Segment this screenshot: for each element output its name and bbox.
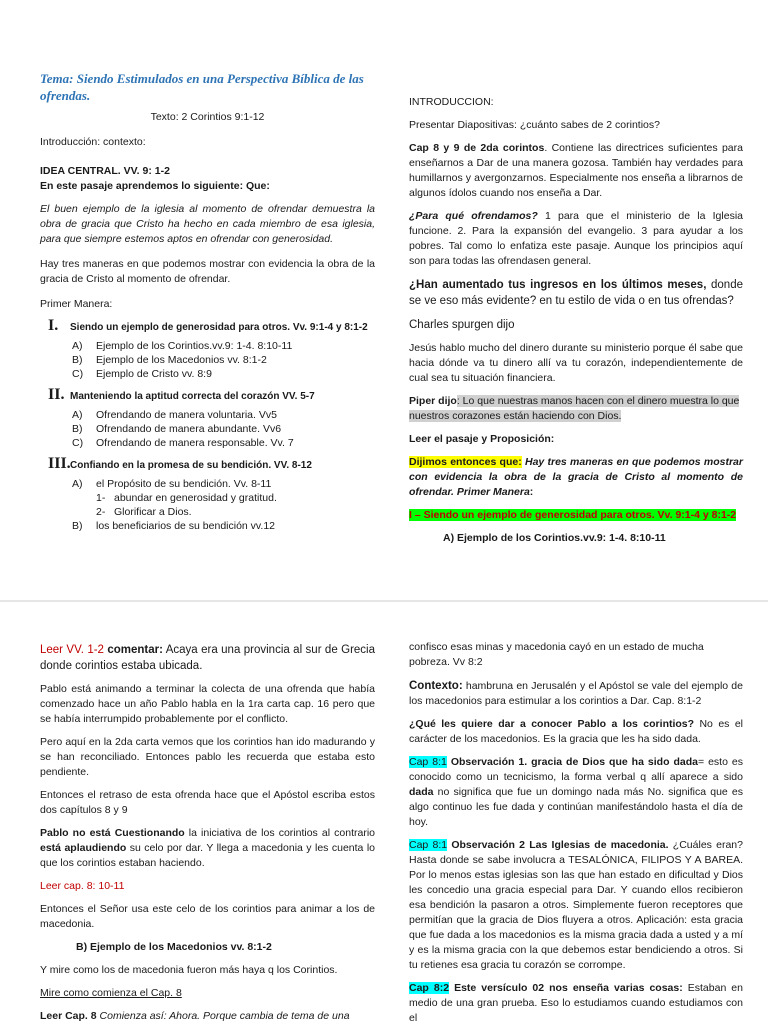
three-ways-paragraph: Hay tres maneras en que podemos mostrar con evidencia la obra de la gracia de Cristo al momento de ofrendar. bbox=[40, 258, 375, 285]
paul-paragraph-2: Pero aquí en la 2da carta vemos que los corintios han ido madurando y se han reconciliado. Entonces pablo les recuerda que estaba esto pendiente. bbox=[40, 736, 375, 778]
section-heading: Manteniendo la aptitud correcta del corazón VV. 5-7 bbox=[70, 391, 315, 402]
item-text: Ejemplo de Cristo vv. 8:9 bbox=[96, 368, 212, 380]
chapters-ref: Cap 8 y 9 de 2da corintos bbox=[409, 142, 545, 154]
introduction-heading: INTRODUCCION: bbox=[409, 96, 494, 108]
scripture-text: Texto: 2 Corintios 9:1-12 bbox=[150, 111, 265, 123]
what-paul-question: ¿Qué les quiere dar a conocer Pablo a los corintios? bbox=[409, 718, 695, 730]
read-verses-paragraph bbox=[40, 642, 375, 674]
piper-quote-paragraph bbox=[409, 394, 743, 424]
lesson-intro: En este pasaje aprendemos lo siguiente: Que: bbox=[40, 180, 270, 192]
outline-item bbox=[40, 408, 375, 422]
item-marker: B) bbox=[72, 520, 83, 532]
subitem-marker: 1- bbox=[96, 492, 106, 504]
piper-quote: : Lo que nuestras manos hacen con el dinero muestra lo que nuestros corazones están haciendo con Dios. bbox=[409, 395, 740, 422]
section-heading: Siendo un ejemplo de generosidad para otros. Vv. 9:1-4 y 8:1-2 bbox=[70, 322, 368, 333]
chapters-text: . Contiene las directrices suficientes para enseñarnos a Dar de una manera gozosa. También hay verdades para humillarnos y avergonzarnos. Especialmente nos enseña a librarnos de algunos ídolos cuando nos enseña a Dar. bbox=[409, 142, 743, 199]
context-paragraph bbox=[409, 678, 743, 709]
roman-numeral: III. bbox=[48, 455, 71, 472]
macedonia-paragraph: Y mire como los de macedonia fueron más haya q los Corintios. bbox=[40, 964, 338, 976]
outline-item bbox=[40, 339, 375, 353]
why-give-question: ¿Para qué ofrendamos? bbox=[409, 210, 538, 222]
income-question-rest: donde se ve eso más evidente? en tu estilo de vida o en tus ofrendas? bbox=[409, 279, 743, 307]
chapter-8-ref: Leer Cap. 8 bbox=[40, 1010, 97, 1022]
page2-right-column bbox=[409, 640, 743, 1024]
observation-1-ref: Cap 8:1 bbox=[409, 756, 447, 768]
we-said-label: Dijimos entonces que: bbox=[409, 456, 522, 468]
item-text: Ofrendando de manera voluntaria. Vv5 bbox=[96, 409, 277, 421]
item-marker: A) bbox=[72, 409, 83, 421]
roman-numeral: II. bbox=[48, 386, 65, 403]
outline-subitem bbox=[40, 491, 375, 505]
verse-8-2-ref: Cap 8:2 bbox=[409, 982, 450, 994]
outline-section-2 bbox=[40, 387, 375, 404]
comment-text: Acaya era una provincia al sur de Grecia donde corintios estaba ubicada. bbox=[40, 644, 376, 672]
read-chapter-ref: Leer cap. 8: 10-11 bbox=[40, 880, 125, 892]
outline-item bbox=[40, 436, 375, 450]
verse-8-2-heading: Este versículo 02 nos enseña varias cosas: bbox=[449, 982, 683, 994]
jesus-paragraph: Jesús hablo mucho del dinero durante su ministerio porque él sabe que hacia dónde va tu dinero allí va tu corazón, independientemente de cual sea tu situación financiera. bbox=[409, 342, 743, 384]
we-said-paragraph bbox=[409, 455, 743, 500]
confiscated-paragraph: confisco esas minas y macedonia cayó en un estado de mucha pobreza. Vv 8:2 bbox=[409, 641, 704, 668]
income-question bbox=[409, 277, 743, 309]
item-marker: A) bbox=[72, 478, 83, 490]
item-b-macedonians: B) Ejemplo de los Macedonios vv. 8:1-2 bbox=[76, 941, 272, 953]
outline-item bbox=[40, 367, 375, 381]
paul-applauding: está aplaudiendo bbox=[40, 842, 127, 854]
document-page-2 bbox=[0, 602, 768, 1024]
verse-8-2-text: Estaban en medio de una gran prueba. Eso lo estudiamos cuando estudiamos con el bbox=[409, 982, 743, 1024]
observation-2-text: ¿Cuáles eran? Hasta donde se sabe involucra a TESALÓNICA, FILIPOS Y A BAREA. Por lo menos estas iglesias son las que han estado en dificultad y Dios les concedio una gracia especial para Dar. Y cuando ellos recibieron esa bendición la pasaron a otros. Simplemente fueron receptores que permitían que la gracia de Dios fluyera a otros. Aplicación: esta gracia que fue dada a los macedonios es la misma gracia dada a usted y a mí y es la misma gracia con la que debemos estar bendiciendo a otros. Si tu retienes esa gracia tu corazón se corrompe. bbox=[409, 839, 743, 971]
lord-uses-paragraph: Entonces el Señor usa este celo de los corintios para animar a los de macedonia. bbox=[40, 903, 375, 930]
read-passage: Leer el pasaje y Proposición: bbox=[409, 433, 555, 445]
observation-2-paragraph bbox=[409, 838, 743, 973]
page2-left-column bbox=[40, 642, 375, 1024]
observation-1-text: = esto es conocido como un tecnicismo, la forma verbal q allí aparece a sido bbox=[409, 756, 744, 783]
main-statement: El buen ejemplo de la iglesia al momento de ofrendar demuestra la obra de gracia que Cristo ha hecho en cada miembro de esa iglesia, para que siempre estemos aptos en ofrendar con generosidad. bbox=[40, 203, 375, 245]
section-1-heading bbox=[409, 508, 743, 523]
chapter-8-text: Comienza así: Ahora. Porque cambia de tema de una bbox=[96, 1010, 350, 1022]
item-text: el Propósito de su bendición. Vv. 8-11 bbox=[96, 478, 272, 490]
item-marker: B) bbox=[72, 423, 83, 435]
spurgeon-said: Charles spurgen dijo bbox=[409, 319, 515, 331]
paul-not-questioning: Pablo no está Cuestionando bbox=[40, 827, 185, 839]
sermon-title: Tema: Siendo Estimulados en una Perspectiva Bíblica de las ofrendas. bbox=[40, 71, 364, 103]
income-question-bold: ¿Han aumentado tus ingresos en los últimos meses, bbox=[409, 279, 707, 291]
we-said-text: Hay tres maneras en que podemos mostrar con evidencia la obra de la gracia de Cristo al momento de ofrendar. Primer Manera bbox=[409, 456, 743, 498]
first-way-label: Primer Manera: bbox=[40, 298, 113, 310]
what-paul-paragraph bbox=[409, 717, 743, 747]
chapters-paragraph bbox=[409, 141, 743, 201]
observation-2-heading: Observación 2 Las Iglesias de macedonia. bbox=[447, 839, 669, 851]
roman-numeral: I. bbox=[48, 317, 59, 334]
item-marker: C) bbox=[72, 437, 84, 449]
read-verses-ref: Leer VV. 1-2 bbox=[40, 644, 104, 656]
outline-section-1 bbox=[40, 318, 375, 335]
chapter-start-label: Mire como comienza el Cap. 8 bbox=[40, 987, 182, 999]
observation-1-paragraph bbox=[409, 755, 743, 830]
paul-mid-text: la iniciativa de los corintios al contrario bbox=[184, 827, 375, 839]
outline-section-3 bbox=[40, 456, 375, 473]
comment-label: comentar: bbox=[103, 644, 163, 656]
paul-paragraph-4 bbox=[40, 826, 375, 871]
subitem-text: Glorificar a Dios. bbox=[114, 506, 192, 518]
item-marker: B) bbox=[72, 354, 83, 366]
central-idea: IDEA CENTRAL. VV. 9: 1-2 bbox=[40, 165, 170, 177]
outline-item bbox=[40, 519, 375, 533]
present-slides: Presentar Diapositivas: ¿cuánto sabes de 2 corintios? bbox=[409, 119, 660, 131]
item-text: Ofrendando de manera abundante. Vv6 bbox=[96, 423, 282, 435]
why-give-text: 1 para que el ministerio de la Iglesia funcione. 2. Para la expansión del evangelio. 3 para ayudar a los pobres. Tal como lo enfatiza este pasaje. Aunque los principios aquí son para todas las ofrendasen general. bbox=[409, 210, 743, 267]
subitem-marker: 2- bbox=[96, 506, 106, 518]
paul-rest-text: su celo por dar. Y llega a macedonia y les cuenta lo que los corintios estaban haciendo. bbox=[40, 842, 375, 869]
chapter-8-paragraph bbox=[40, 1009, 375, 1024]
outline-subitem bbox=[40, 505, 375, 519]
section-heading: Confiando en la promesa de su bendición. VV. 8-12 bbox=[70, 460, 312, 471]
item-marker: C) bbox=[72, 368, 84, 380]
outline-item bbox=[40, 477, 375, 491]
item-text: los beneficiarios de su bendición vv.12 bbox=[96, 520, 275, 532]
observation-2-ref: Cap 8:1 bbox=[409, 839, 448, 851]
item-text: Ejemplo de los Macedonios vv. 8:1-2 bbox=[96, 354, 267, 366]
why-give-paragraph bbox=[409, 209, 743, 269]
context-text: hambruna en Jerusalén y el Apóstol se vale del ejemplo de los macedonios para estimular a los corintios a Dar. Cap. 8:1-2 bbox=[409, 680, 743, 707]
paul-paragraph-1: Pablo está animando a terminar la colecta de una ofrenda que había comenzado hace un año Pablo habla en la 1ra carta cap. 16 pero que se había interrumpido probablemente por el conflicto. bbox=[40, 683, 375, 725]
paul-paragraph-3: Entonces el retraso de esta ofrenda hace que el Apóstol escriba estos dos capítulos 8 y 9 bbox=[40, 789, 375, 816]
verse-8-2-paragraph bbox=[409, 981, 743, 1024]
outline-item bbox=[40, 422, 375, 436]
item-marker: A) bbox=[72, 340, 83, 352]
section-1-highlight: I – Siendo un ejemplo de generosidad para otros. Vv. 9:1-4 y 8:1-2 bbox=[409, 509, 737, 521]
observation-1-heading: Observación 1. gracia de Dios que ha sido dada bbox=[446, 756, 698, 768]
subitem-text: abundar en generosidad y gratitud. bbox=[114, 492, 277, 504]
page1-right-column bbox=[409, 95, 743, 546]
context-label: Contexto: bbox=[409, 680, 463, 692]
item-text: Ejemplo de los Corintios.vv.9: 1-4. 8:10-11 bbox=[96, 340, 293, 352]
item-a-corinthians: A) Ejemplo de los Corintios.vv.9: 1-4. 8:10-11 bbox=[443, 532, 666, 544]
observation-1-text-rest: no significa que fue un domingo nada más No. significa que es algo continuo les fue dada y continúan manifestándolo hasta el día de hoy. bbox=[409, 786, 743, 828]
page1-left-column bbox=[40, 70, 375, 533]
observation-1-dada: dada bbox=[409, 786, 434, 798]
piper-label: Piper dijo bbox=[409, 395, 457, 407]
what-paul-text: No es el carácter de los macedonios. Es la gracia que les ha sido dada. bbox=[409, 718, 743, 745]
outline-item bbox=[40, 353, 375, 367]
item-text: Ofrendando de manera responsable. Vv. 7 bbox=[96, 437, 294, 449]
we-said-colon: : bbox=[529, 486, 534, 498]
intro-context: Introducción: contexto: bbox=[40, 136, 146, 148]
